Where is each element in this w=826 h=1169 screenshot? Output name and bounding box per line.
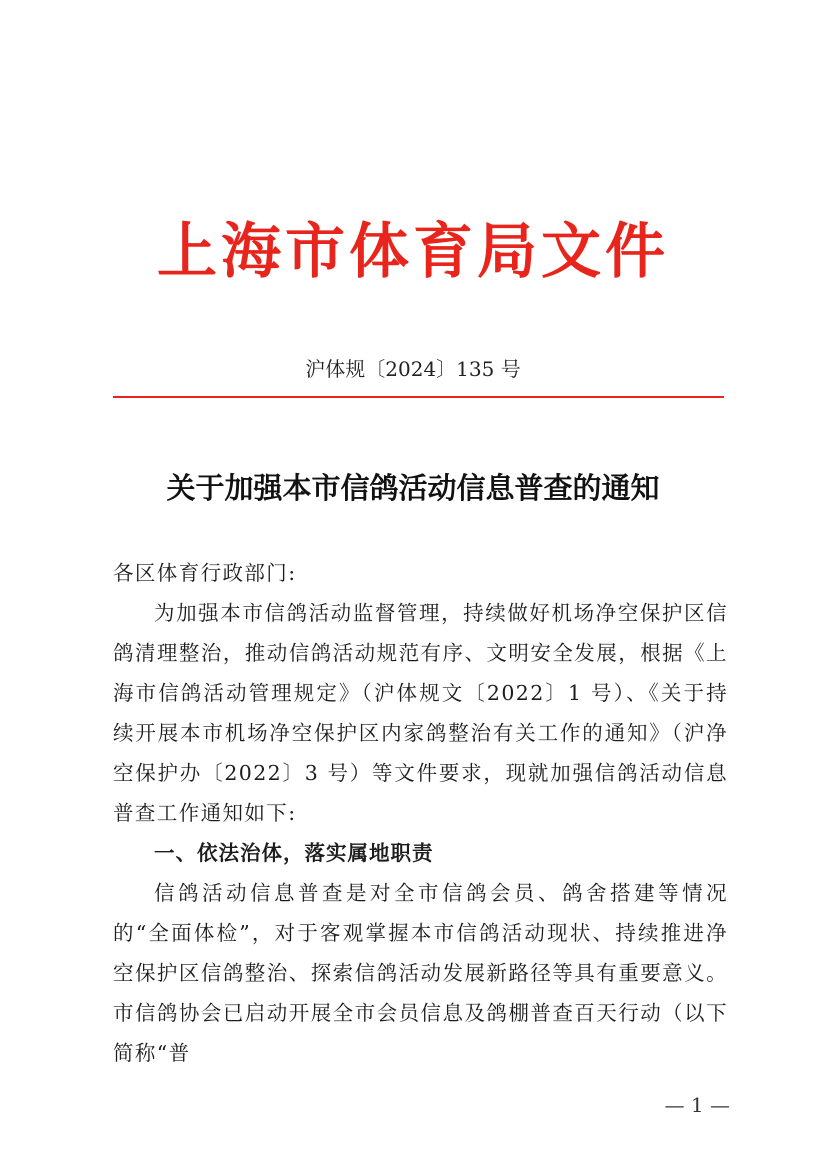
red-divider-line (113, 396, 724, 398)
salutation: 各区体育行政部门: (113, 561, 297, 585)
page-number: — 1 — (664, 1093, 730, 1117)
document-title: 关于加强本市信鸽活动信息普查的通知 (166, 471, 660, 505)
masthead-title: 上海市体育局文件 (157, 217, 669, 287)
section-heading: 一、依法治体，落实属地职责 (154, 841, 434, 865)
intro-paragraph: 为加强本市信鸽活动监督管理，持续做好机场净空保护区信鸽清理整治，推动信鸽活动规范有序、文明安全发展，根据《上海市信鸽活动管理规定》（沪体规文〔2022〕1 号）、《关于持续开展本市机场净空保护区内家鸽整治有关工作的通知》（沪净空保护办〔2022〕3 号）等文件要求，现就加强信鸽活动信息普查工作通知如下: (113, 601, 728, 825)
document-body (113, 553, 728, 1073)
section-paragraph: 信鸽活动信息普查是对全市信鸽会员、鸽舍搭建等情况的“全面体检”，对于客观掌握本市信鸽活动现状、持续推进净空保护区信鸽整治、探索信鸽活动发展新路径等具有重要意义。市信鸽协会已启动开展全市会员信息及鸽棚普查百天行动（以下简称“普 (113, 881, 728, 1065)
document-number: 沪体规〔2024〕135 号 (305, 357, 521, 381)
